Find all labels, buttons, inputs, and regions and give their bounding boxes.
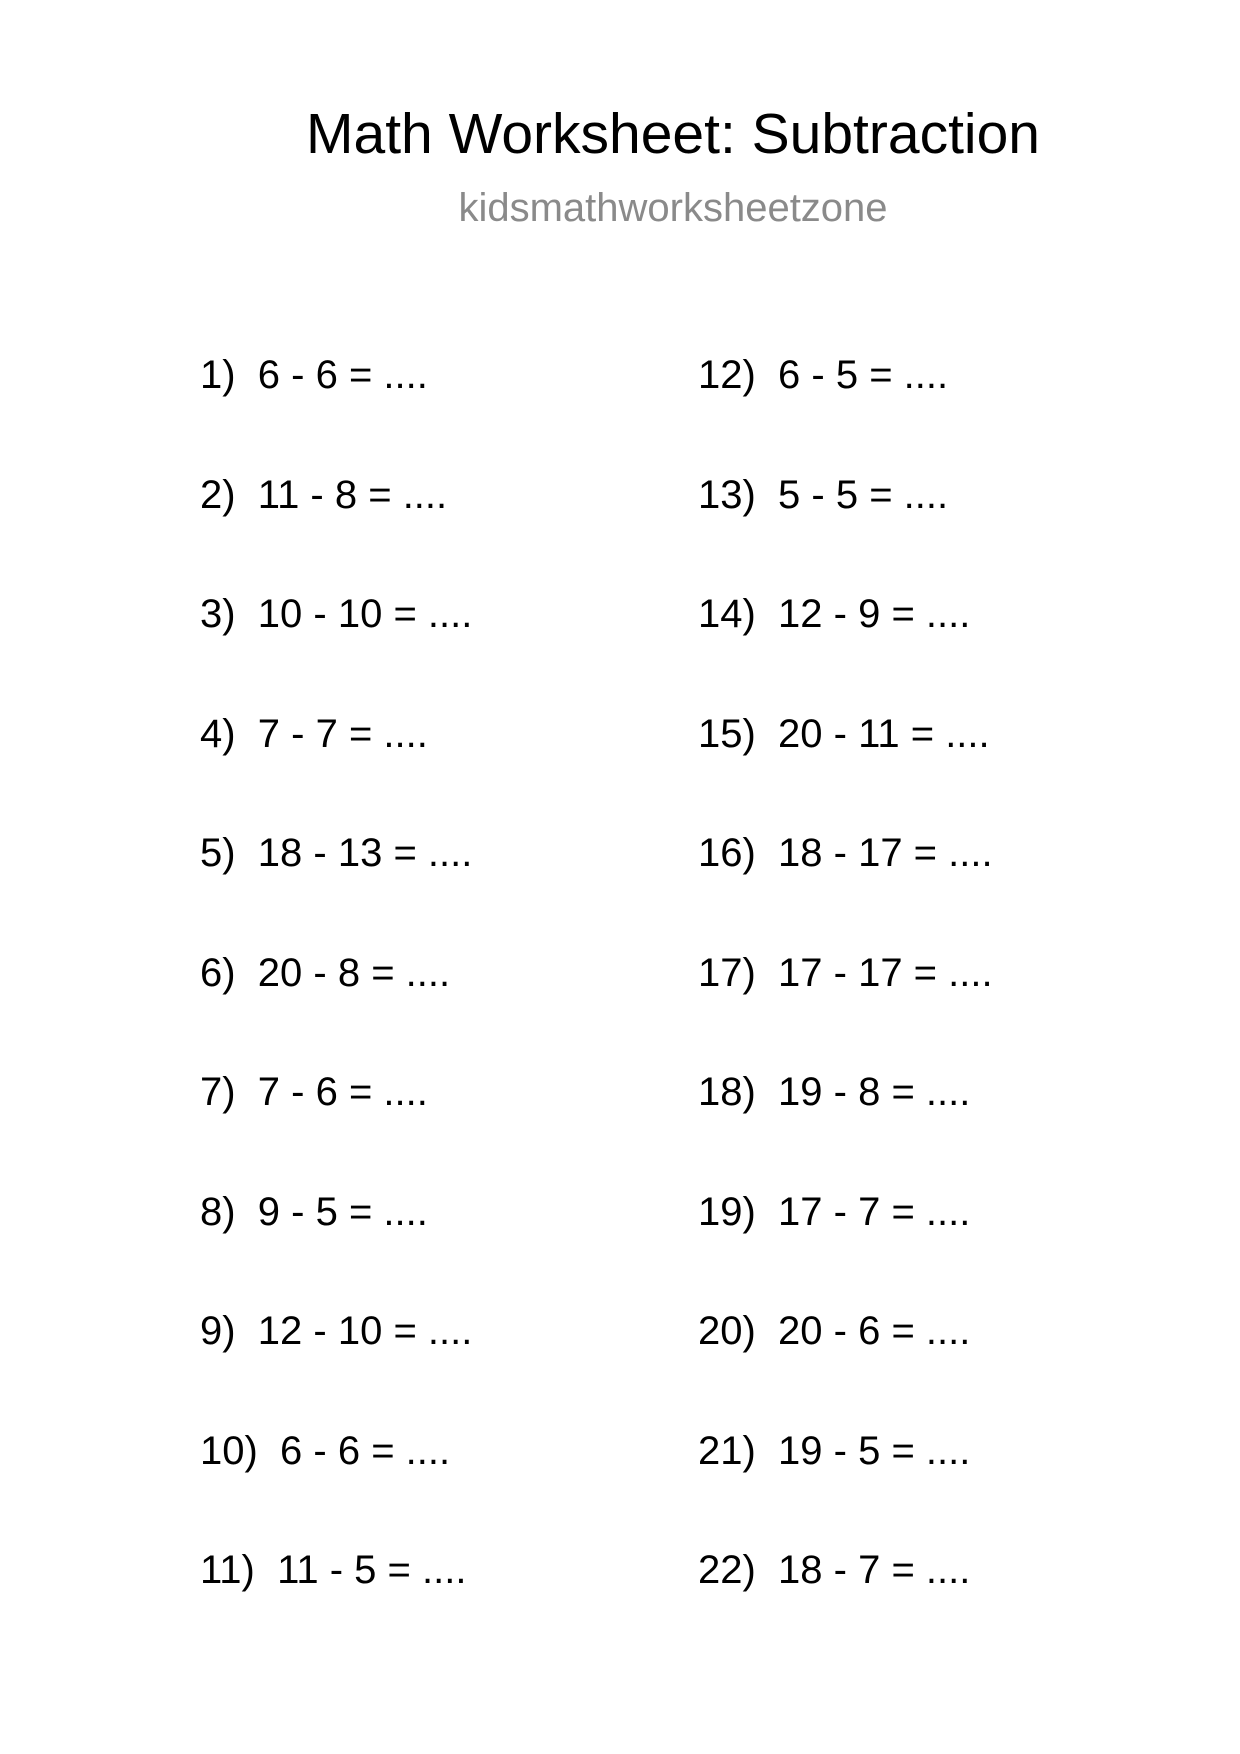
problem-20: 20) 20 - 6 = .... <box>698 1309 971 1353</box>
left-problem-column <box>200 345 472 1660</box>
problem-7: 7) 7 - 6 = .... <box>200 1070 428 1114</box>
right-problem-column <box>698 345 993 1660</box>
problem-8: 8) 9 - 5 = .... <box>200 1189 428 1234</box>
problem-15: 15) 20 - 11 = .... <box>698 711 990 756</box>
problem-16: 16) 18 - 17 = .... <box>698 831 993 875</box>
problem-18: 18) 19 - 8 = .... <box>698 1070 971 1114</box>
problem-13: 13) 5 - 5 = .... <box>698 472 949 517</box>
problem-11: 11) 11 - 5 = .... <box>200 1548 467 1592</box>
problem-3: 3) 10 - 10 = .... <box>200 592 473 636</box>
problem-5: 5) 18 - 13 = .... <box>200 831 473 875</box>
problem-4: 4) 7 - 7 = .... <box>200 711 428 756</box>
worksheet-subtitle: kidsmathworksheetzone <box>458 186 888 230</box>
problem-2: 2) 11 - 8 = .... <box>200 472 448 517</box>
problem-12: 12) 6 - 5 = .... <box>698 353 949 397</box>
problem-6: 6) 20 - 8 = .... <box>200 950 451 995</box>
problem-9: 9) 12 - 10 = .... <box>200 1309 473 1353</box>
problem-10: 10) 6 - 6 = .... <box>200 1428 451 1473</box>
problem-14: 14) 12 - 9 = .... <box>698 592 971 636</box>
problem-19: 19) 17 - 7 = .... <box>698 1189 971 1234</box>
worksheet-title: Math Worksheet: Subtraction <box>306 102 1040 166</box>
problem-21: 21) 19 - 5 = .... <box>698 1428 971 1473</box>
problem-17: 17) 17 - 17 = .... <box>698 950 993 995</box>
problem-1: 1) 6 - 6 = .... <box>200 353 428 397</box>
problem-22: 22) 18 - 7 = .... <box>698 1548 971 1592</box>
